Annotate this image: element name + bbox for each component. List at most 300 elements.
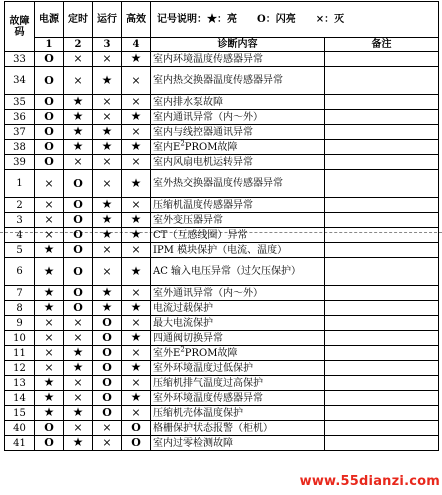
diagnosis-text: 压缩机排气温度过高保护	[151, 376, 325, 391]
cross-off-icon: ×	[102, 436, 112, 449]
circle-blink-icon: O	[73, 198, 83, 211]
note-cell	[325, 406, 439, 421]
fault-code: 36	[5, 110, 35, 125]
indicator-state-3	[93, 125, 122, 140]
indicator-state-3	[93, 331, 122, 346]
indicator-state-1	[35, 406, 64, 421]
star-on-icon: ★	[72, 435, 84, 449]
fault-code: 8	[5, 301, 35, 316]
header-num-2: 2	[64, 38, 93, 52]
header-num-1: 1	[35, 38, 64, 52]
header-note: 备注	[325, 38, 439, 52]
cross-off-icon: ×	[102, 243, 112, 256]
indicator-state-2	[64, 213, 93, 228]
fault-code: 41	[5, 436, 35, 451]
header-row	[5, 2, 439, 38]
indicator-state-2	[64, 155, 93, 170]
circle-blink-icon: O	[102, 361, 112, 374]
indicator-state-4	[122, 213, 151, 228]
diagnosis-text: 室外通讯异常（内～外）	[151, 286, 325, 301]
indicator-state-1	[35, 436, 64, 451]
indicator-state-4	[122, 391, 151, 406]
indicator-state-2	[64, 228, 93, 243]
diagnosis-text: IPM 模块保护（电流、温度）	[151, 243, 325, 258]
note-cell	[325, 228, 439, 243]
table-row	[5, 213, 439, 228]
indicator-state-4	[122, 406, 151, 421]
fault-code: 12	[5, 361, 35, 376]
note-cell	[325, 301, 439, 316]
table-row	[5, 243, 439, 258]
indicator-state-2	[64, 110, 93, 125]
indicator-state-2	[64, 361, 93, 376]
diagnosis-text: 压缩机壳体温度保护	[151, 406, 325, 421]
header-power: 电源	[35, 2, 64, 38]
table-row	[5, 258, 439, 286]
note-cell	[325, 243, 439, 258]
cross-off-icon: ×	[44, 198, 54, 211]
indicator-state-3	[93, 406, 122, 421]
note-cell	[325, 170, 439, 198]
indicator-state-3	[93, 52, 122, 67]
note-cell	[325, 436, 439, 451]
table-row	[5, 376, 439, 391]
table-row	[5, 125, 439, 140]
indicator-state-1	[35, 140, 64, 155]
cross-off-icon: ×	[131, 316, 141, 329]
cross-off-icon: ×	[73, 52, 83, 65]
table-row	[5, 421, 439, 436]
cross-off-icon: ×	[102, 52, 112, 65]
indicator-state-1	[35, 213, 64, 228]
table-row	[5, 331, 439, 346]
indicator-state-1	[35, 155, 64, 170]
star-on-icon: ★	[101, 139, 113, 153]
diagnosis-text: 室内环境温度传感器异常	[151, 52, 325, 67]
indicator-state-4	[122, 436, 151, 451]
cross-off-icon: ×	[44, 176, 54, 190]
table-row	[5, 301, 439, 316]
fault-code: 4	[5, 228, 35, 243]
indicator-state-4	[122, 301, 151, 316]
circle-blink-icon: O	[44, 125, 54, 138]
diagnosis-text: 室内排水泵故障	[151, 95, 325, 110]
diagnosis-text	[151, 346, 325, 361]
indicator-state-1	[35, 316, 64, 331]
star-on-icon: ★	[101, 285, 113, 299]
cross-off-icon: ×	[102, 176, 112, 190]
fault-code: 37	[5, 125, 35, 140]
star-on-icon: ★	[130, 300, 142, 314]
circle-blink-icon: O	[102, 331, 112, 344]
note-cell	[325, 140, 439, 155]
indicator-state-3	[93, 286, 122, 301]
note-cell	[325, 421, 439, 436]
diagnosis-text: 室外变压器异常	[151, 213, 325, 228]
star-on-icon: ★	[72, 345, 84, 359]
note-cell	[325, 67, 439, 95]
cross-off-icon: ×	[73, 391, 83, 404]
circle-blink-icon: O	[102, 346, 112, 359]
indicator-state-2	[64, 436, 93, 451]
indicator-state-2	[64, 198, 93, 213]
header-timer: 定时	[64, 2, 93, 38]
table-row	[5, 361, 439, 376]
cross-off-icon: ×	[73, 376, 83, 389]
circle-blink-icon: O	[73, 228, 83, 241]
diagnosis-text: 格栅保护状态报警（柜机）	[151, 421, 325, 436]
indicator-state-4	[122, 155, 151, 170]
symbol-legend: 记号说明：★：亮 O：闪亮 ×：灭	[151, 2, 439, 38]
cross-off-icon: ×	[73, 331, 83, 344]
cross-off-icon: ×	[131, 376, 141, 389]
table-row	[5, 436, 439, 451]
cross-off-icon: ×	[73, 155, 83, 168]
note-cell	[325, 155, 439, 170]
indicator-state-4	[122, 140, 151, 155]
indicator-state-4	[122, 421, 151, 436]
fault-code: 39	[5, 155, 35, 170]
fault-code: 40	[5, 421, 35, 436]
indicator-state-2	[64, 421, 93, 436]
fault-code: 14	[5, 391, 35, 406]
header-num-4: 4	[122, 38, 151, 52]
indicator-state-4	[122, 316, 151, 331]
star-on-icon: ★	[101, 300, 113, 314]
cross-off-icon: ×	[102, 95, 112, 108]
indicator-state-3	[93, 421, 122, 436]
cross-off-icon: ×	[44, 361, 54, 374]
star-on-icon: ★	[72, 94, 84, 108]
star-on-icon: ★	[130, 263, 142, 278]
indicator-state-1	[35, 243, 64, 258]
indicator-state-2	[64, 125, 93, 140]
fault-code: 9	[5, 316, 35, 331]
star-on-icon: ★	[72, 405, 84, 419]
fault-code: 38	[5, 140, 35, 155]
diagnosis-text: 室外环境温度过低保护	[151, 361, 325, 376]
circle-blink-icon: O	[44, 140, 54, 153]
indicator-state-2	[64, 391, 93, 406]
indicator-state-4	[122, 125, 151, 140]
fault-code: 11	[5, 346, 35, 361]
indicator-state-3	[93, 67, 122, 95]
star-on-icon: ★	[43, 300, 55, 314]
indicator-state-4	[122, 243, 151, 258]
indicator-state-3	[93, 436, 122, 451]
header-run: 运行	[93, 2, 122, 38]
circle-blink-icon: O	[44, 52, 54, 65]
table-row	[5, 406, 439, 421]
indicator-state-1	[35, 346, 64, 361]
note-cell	[325, 331, 439, 346]
indicator-state-1	[35, 198, 64, 213]
note-cell	[325, 213, 439, 228]
star-on-icon: ★	[72, 124, 84, 138]
indicator-state-1	[35, 170, 64, 198]
diagnosis-text: CT（互感线圈）异常	[151, 228, 325, 243]
star-on-icon: ★	[130, 330, 142, 344]
star-on-icon: ★	[101, 124, 113, 138]
indicator-state-2	[64, 406, 93, 421]
table-row	[5, 67, 439, 95]
indicator-state-2	[64, 331, 93, 346]
indicator-state-3	[93, 95, 122, 110]
fault-code: 13	[5, 376, 35, 391]
fault-code: 33	[5, 52, 35, 67]
indicator-state-1	[35, 301, 64, 316]
fault-code: 7	[5, 286, 35, 301]
cross-off-icon: ×	[131, 73, 141, 87]
star-on-icon: ★	[130, 390, 142, 404]
cross-off-icon: ×	[131, 243, 141, 256]
indicator-state-3	[93, 170, 122, 198]
diagnosis-text: 室内过零检测故障	[151, 436, 325, 451]
fault-code: 3	[5, 213, 35, 228]
star-on-icon: ★	[43, 375, 55, 389]
indicator-state-4	[122, 198, 151, 213]
indicator-state-4	[122, 346, 151, 361]
fault-code: 10	[5, 331, 35, 346]
indicator-state-3	[93, 316, 122, 331]
note-cell	[325, 346, 439, 361]
note-cell	[325, 376, 439, 391]
table-row	[5, 228, 439, 243]
cross-off-icon: ×	[102, 421, 112, 434]
star-on-icon: ★	[101, 72, 113, 87]
star-on-icon: ★	[72, 360, 84, 374]
cross-off-icon: ×	[44, 346, 54, 359]
cross-off-icon: ×	[102, 110, 112, 123]
indicator-state-2	[64, 301, 93, 316]
table-row	[5, 316, 439, 331]
diagnosis-text-part: PROM故障	[184, 141, 238, 153]
diagnosis-text	[151, 140, 325, 155]
circle-blink-icon: O	[44, 110, 54, 123]
indicator-state-1	[35, 258, 64, 286]
cross-off-icon: ×	[44, 331, 54, 344]
circle-blink-icon: O	[102, 391, 112, 404]
circle-blink-icon: O	[73, 176, 83, 190]
indicator-state-2	[64, 376, 93, 391]
note-cell	[325, 95, 439, 110]
table-row	[5, 95, 439, 110]
note-cell	[325, 258, 439, 286]
indicator-state-1	[35, 110, 64, 125]
table-row	[5, 140, 439, 155]
diagnosis-text-part: 室外E	[153, 347, 181, 359]
indicator-state-4	[122, 376, 151, 391]
table-row	[5, 346, 439, 361]
star-on-icon: ★	[43, 405, 55, 419]
indicator-state-1	[35, 67, 64, 95]
indicator-state-3	[93, 391, 122, 406]
circle-blink-icon: O	[73, 243, 83, 256]
fault-code: 5	[5, 243, 35, 258]
note-cell	[325, 286, 439, 301]
diagnosis-text: 电流过载保护	[151, 301, 325, 316]
table-row	[5, 155, 439, 170]
indicator-state-2	[64, 286, 93, 301]
star-on-icon: ★	[43, 390, 55, 404]
circle-blink-icon: O	[73, 213, 83, 226]
indicator-state-4	[122, 67, 151, 95]
star-on-icon: ★	[72, 109, 84, 123]
indicator-state-2	[64, 243, 93, 258]
indicator-state-2	[64, 346, 93, 361]
indicator-state-4	[122, 110, 151, 125]
circle-blink-icon: O	[73, 301, 83, 314]
diagnosis-text: 室内通讯异常（内～外）	[151, 110, 325, 125]
indicator-state-3	[93, 140, 122, 155]
indicator-state-4	[122, 361, 151, 376]
site-watermark: www.55dianzi.com	[299, 474, 440, 489]
indicator-state-1	[35, 52, 64, 67]
table-row	[5, 391, 439, 406]
indicator-state-4	[122, 286, 151, 301]
diagnosis-text: 四通阀切换异常	[151, 331, 325, 346]
indicator-state-1	[35, 391, 64, 406]
circle-blink-icon: O	[44, 421, 54, 434]
indicator-state-1	[35, 228, 64, 243]
circle-blink-icon: O	[73, 286, 83, 299]
cross-off-icon: ×	[131, 198, 141, 211]
cross-off-icon: ×	[131, 95, 141, 108]
star-on-icon: ★	[43, 263, 55, 278]
circle-blink-icon: O	[102, 316, 112, 329]
indicator-state-4	[122, 331, 151, 346]
table-row	[5, 52, 439, 67]
cross-off-icon: ×	[44, 228, 54, 241]
fault-code-table	[4, 1, 439, 451]
diagnosis-superscript: 2	[180, 345, 185, 354]
star-on-icon: ★	[130, 109, 142, 123]
fault-code: 34	[5, 67, 35, 95]
star-on-icon: ★	[130, 227, 142, 241]
fault-code: 35	[5, 95, 35, 110]
star-on-icon: ★	[43, 242, 55, 256]
indicator-state-3	[93, 198, 122, 213]
indicator-state-3	[93, 346, 122, 361]
cross-off-icon: ×	[131, 155, 141, 168]
circle-blink-icon: O	[102, 406, 112, 419]
cross-off-icon: ×	[73, 421, 83, 434]
indicator-state-3	[93, 110, 122, 125]
table-row	[5, 170, 439, 198]
table-row	[5, 286, 439, 301]
cross-off-icon: ×	[44, 316, 54, 329]
circle-blink-icon: O	[44, 73, 54, 87]
indicator-state-3	[93, 361, 122, 376]
star-on-icon: ★	[101, 227, 113, 241]
indicator-state-2	[64, 67, 93, 95]
star-on-icon: ★	[101, 212, 113, 226]
header-efficient: 高效	[122, 2, 151, 38]
cross-off-icon: ×	[131, 125, 141, 138]
header-num-3: 3	[93, 38, 122, 52]
star-on-icon: ★	[130, 139, 142, 153]
indicator-state-2	[64, 258, 93, 286]
note-cell	[325, 198, 439, 213]
indicator-state-3	[93, 243, 122, 258]
note-cell	[325, 125, 439, 140]
indicator-state-4	[122, 170, 151, 198]
diagnosis-superscript: 2	[180, 139, 185, 148]
diagnosis-text: AC 输入电压异常（过欠压保护）	[151, 258, 325, 286]
table-row	[5, 198, 439, 213]
indicator-state-3	[93, 213, 122, 228]
circle-blink-icon: O	[44, 95, 54, 108]
indicator-state-4	[122, 228, 151, 243]
diagnosis-text: 室外环境温度传感器异常	[151, 391, 325, 406]
star-on-icon: ★	[72, 139, 84, 153]
indicator-state-2	[64, 95, 93, 110]
note-cell	[325, 361, 439, 376]
star-on-icon: ★	[130, 360, 142, 374]
indicator-state-3	[93, 228, 122, 243]
cross-off-icon: ×	[44, 213, 54, 226]
note-cell	[325, 52, 439, 67]
cross-off-icon: ×	[73, 316, 83, 329]
diagnosis-text: 室内热交换器温度传感器异常	[151, 67, 325, 95]
indicator-state-2	[64, 170, 93, 198]
indicator-state-3	[93, 258, 122, 286]
indicator-state-2	[64, 316, 93, 331]
star-on-icon: ★	[101, 197, 113, 211]
circle-blink-icon: O	[131, 436, 141, 449]
indicator-state-4	[122, 258, 151, 286]
circle-blink-icon: O	[44, 155, 54, 168]
indicator-state-1	[35, 421, 64, 436]
cross-off-icon: ×	[131, 406, 141, 419]
indicator-state-1	[35, 331, 64, 346]
indicator-state-4	[122, 95, 151, 110]
indicator-state-1	[35, 376, 64, 391]
note-cell	[325, 391, 439, 406]
star-on-icon: ★	[130, 212, 142, 226]
circle-blink-icon: O	[131, 421, 141, 434]
cross-off-icon: ×	[73, 73, 83, 87]
fault-code: 6	[5, 258, 35, 286]
circle-blink-icon: O	[102, 376, 112, 389]
note-cell	[325, 316, 439, 331]
note-cell	[325, 110, 439, 125]
fault-code: 2	[5, 198, 35, 213]
indicator-state-3	[93, 376, 122, 391]
diagnosis-text-part: PROM故障	[184, 347, 238, 359]
indicator-state-2	[64, 140, 93, 155]
table-row	[5, 110, 439, 125]
cross-off-icon: ×	[131, 286, 141, 299]
indicator-state-3	[93, 301, 122, 316]
cross-off-icon: ×	[102, 264, 112, 278]
indicator-state-2	[64, 52, 93, 67]
diagnosis-text: 室外热交换器温度传感器异常	[151, 170, 325, 198]
fault-code: 1	[5, 170, 35, 198]
circle-blink-icon: O	[44, 436, 54, 449]
cross-off-icon: ×	[131, 346, 141, 359]
diagnosis-text: 最大电流保护	[151, 316, 325, 331]
diagnosis-text: 压缩机温度传感器异常	[151, 198, 325, 213]
header-number-row	[5, 38, 439, 52]
indicator-state-3	[93, 155, 122, 170]
diagnosis-text: 室内风扇电机运转异常	[151, 155, 325, 170]
fault-code: 15	[5, 406, 35, 421]
indicator-state-1	[35, 125, 64, 140]
header-code: 故障码	[5, 2, 35, 52]
star-on-icon: ★	[130, 51, 142, 65]
star-on-icon: ★	[130, 175, 142, 190]
